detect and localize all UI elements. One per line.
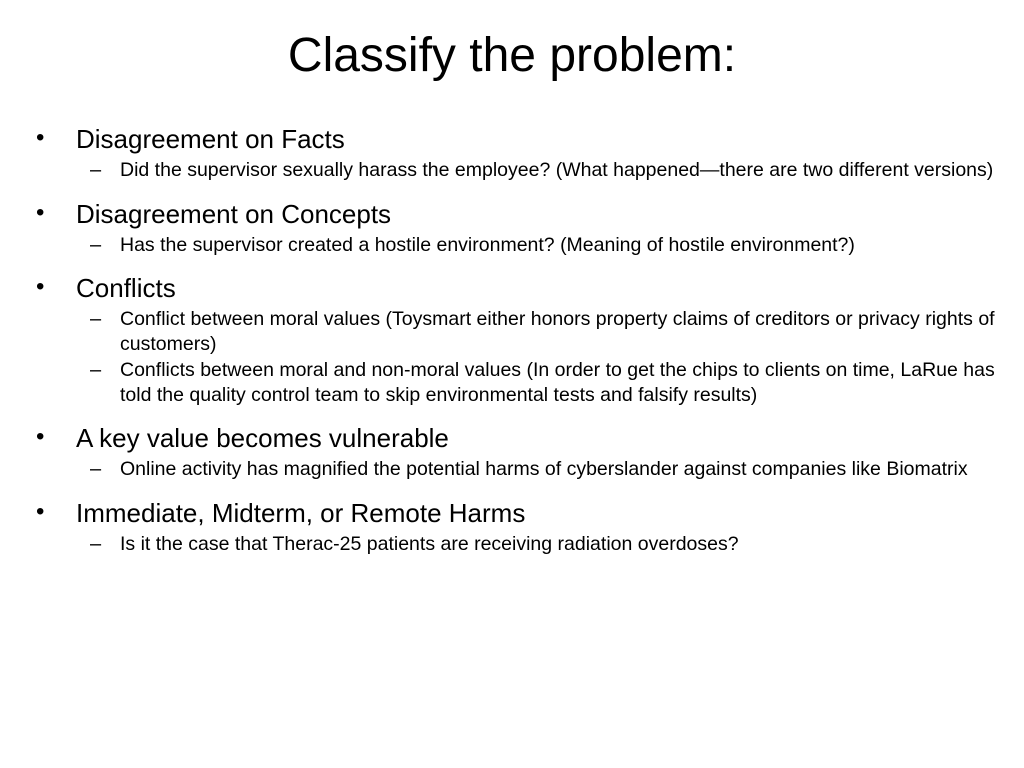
sub-bullet-item — [76, 307, 1004, 356]
sub-bullet-list — [76, 457, 1004, 482]
sub-bullet-item — [76, 158, 1004, 183]
bullet-item — [36, 122, 1004, 183]
sub-bullet-text: Conflicts between moral and non-moral values (In order to get the chips to clients on time, LaRue has told the quality control team to skip environmental tests and falsify results) — [120, 359, 995, 406]
sub-bullet-list — [76, 233, 1004, 258]
bullet-text: A key value becomes vulnerable — [76, 423, 449, 453]
sub-bullet-text: Did the supervisor sexually harass the employee? (What happened—there are two different versions) — [120, 159, 994, 181]
sub-bullet-text: Conflict between moral values (Toysmart either honors property claims of creditors or privacy rights of customers) — [120, 308, 995, 355]
sub-bullet-dash: – — [90, 308, 102, 330]
sub-bullet-item — [76, 233, 1004, 258]
sub-bullet-item — [76, 358, 1004, 407]
sub-bullet-list — [76, 307, 1004, 407]
bullet-item — [36, 496, 1004, 557]
bullet-item — [36, 421, 1004, 482]
bullet-item — [36, 271, 1004, 407]
bullet-item — [36, 197, 1004, 258]
bullet-dot: • — [36, 497, 45, 525]
bullet-dot: • — [36, 273, 45, 300]
bullet-text: Disagreement on Facts — [76, 124, 345, 154]
bullet-dot: • — [36, 423, 45, 450]
sub-bullet-dash: – — [90, 359, 102, 381]
slide-title: Classify the problem: — [287, 29, 737, 82]
bullet-dot: • — [36, 198, 45, 226]
sub-bullet-item — [76, 457, 1004, 482]
sub-bullet-list — [76, 532, 1004, 557]
sub-bullet-text: Online activity has magnified the potential harms of cyberslander against companies like Biomatrix — [120, 458, 968, 480]
sub-bullet-dash: – — [90, 159, 102, 181]
bullet-text: Disagreement on Concepts — [76, 198, 392, 229]
sub-bullet-text: Is it the case that Therac-25 patients are receiving radiation overdoses? — [120, 532, 739, 555]
bullet-text: Immediate, Midterm, or Remote Harms — [76, 497, 526, 528]
sub-bullet-list — [76, 158, 1004, 183]
bullet-list — [36, 122, 1004, 570]
sub-bullet-dash: – — [90, 233, 102, 256]
sub-bullet-text: Has the supervisor created a hostile environment? (Meaning of hostile environment?) — [120, 233, 855, 256]
sub-bullet-item — [76, 532, 1004, 557]
bullet-text: Conflicts — [76, 273, 176, 303]
bullet-dot: • — [36, 124, 45, 151]
sub-bullet-dash: – — [90, 532, 102, 555]
sub-bullet-dash: – — [90, 458, 102, 480]
